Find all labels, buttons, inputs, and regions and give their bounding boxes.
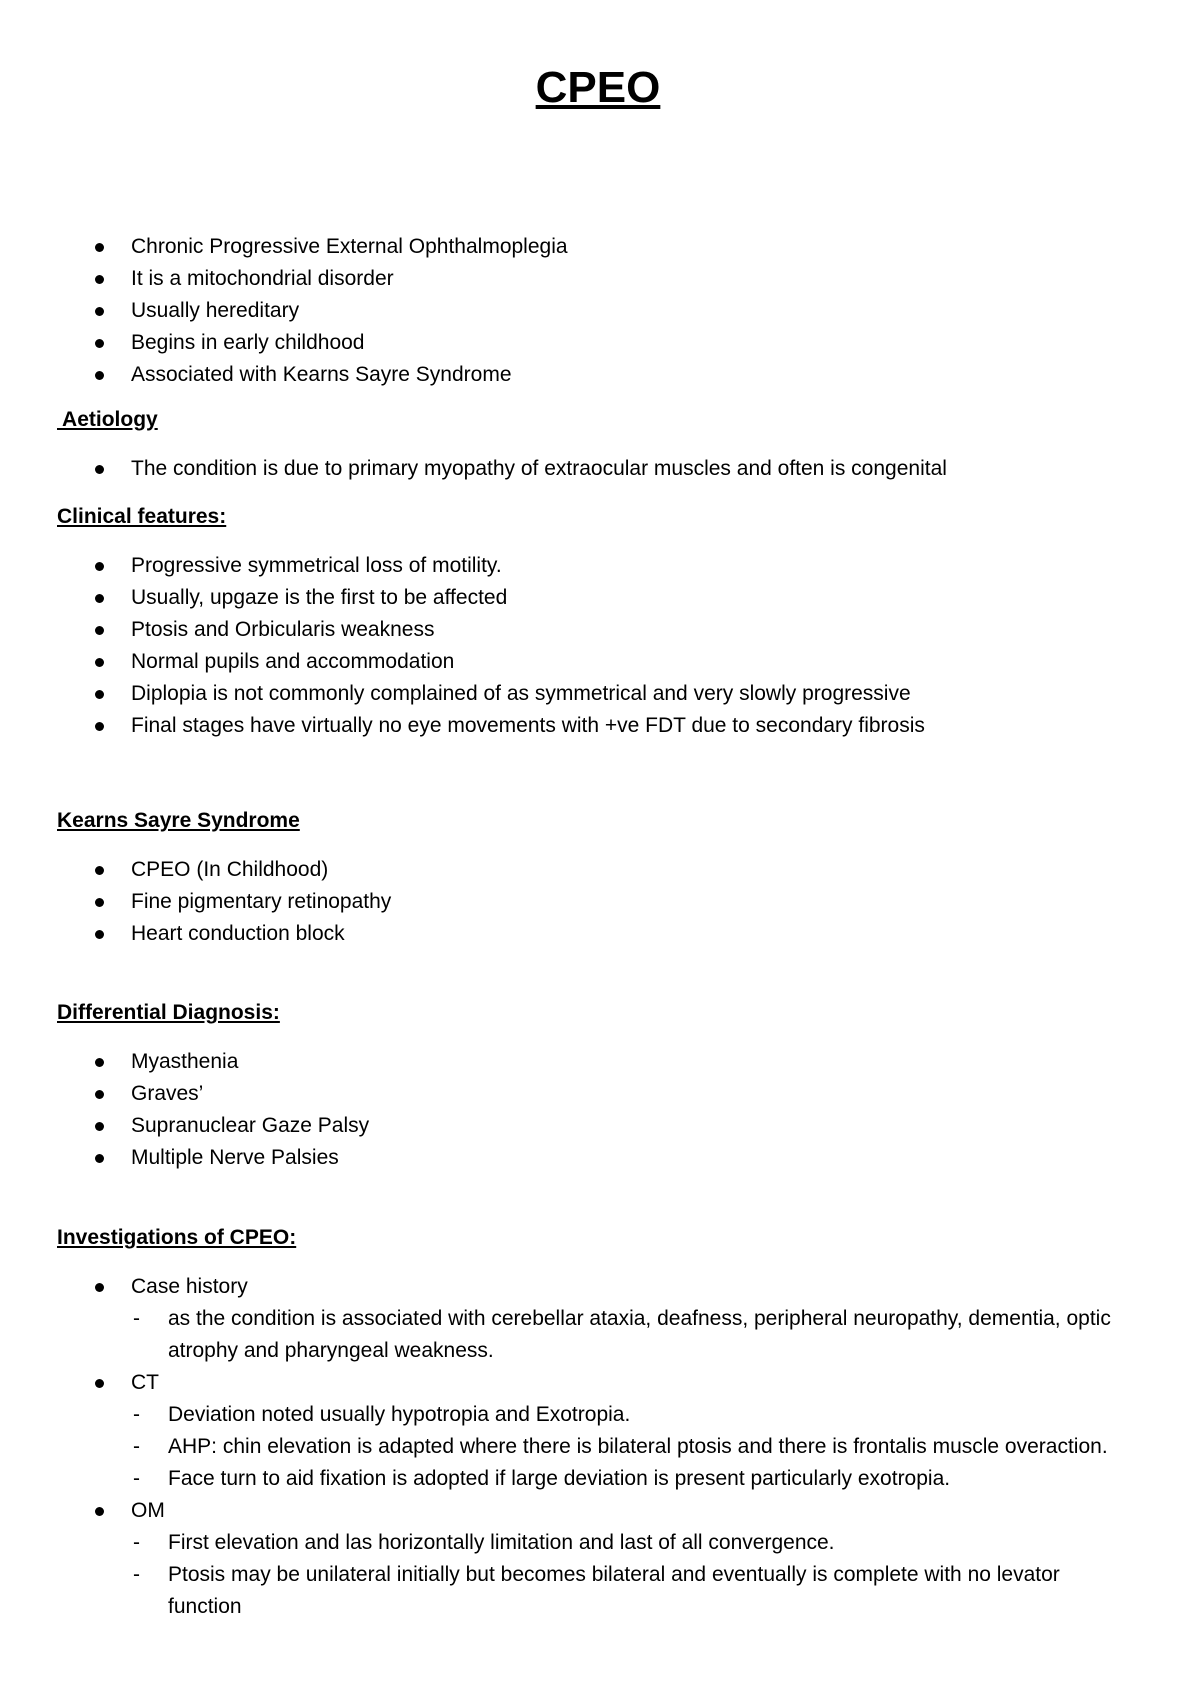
sub-list (131, 1527, 1128, 1623)
list-item: Associated with Kearns Sayre Syndrome (0, 359, 568, 391)
list-item: Progressive symmetrical loss of motility. (0, 550, 925, 582)
intro-list (0, 231, 568, 391)
list-item: Heart conduction block (0, 918, 391, 950)
list-item (0, 1271, 1128, 1367)
aetiology-list (0, 453, 947, 485)
page-title: CPEO (535, 63, 661, 112)
investigations-heading: Investigations of CPEO: (57, 1226, 297, 1249)
list-item: CPEO (In Childhood) (0, 854, 391, 886)
list-item: Chronic Progressive External Ophthalmoplegia (0, 231, 568, 263)
sub-list-item: - Face turn to aid fixation is adopted if large deviation is present particularly exotropia. (0, 1463, 1128, 1495)
sub-list (131, 1399, 1128, 1495)
list-item-label: OM (131, 1499, 165, 1522)
list-item (0, 1367, 1128, 1495)
list-item: The condition is due to primary myopathy of extraocular muscles and often is congenital (0, 453, 947, 485)
list-item (0, 1495, 1128, 1623)
sub-list-item: - First elevation and las horizontally limitation and last of all convergence. (0, 1527, 1128, 1559)
clinical-features-heading: Clinical features: (57, 505, 227, 528)
aetiology-heading: Aetiology (57, 408, 158, 431)
list-item: Myasthenia (0, 1046, 369, 1078)
sub-list-item: - as the condition is associated with cerebellar ataxia, deafness, peripheral neuropathy, dementia, optic atrophy and pharyngeal weakness. (0, 1303, 1128, 1367)
sub-list (131, 1303, 1128, 1367)
kearns-sayre-heading: Kearns Sayre Syndrome (57, 809, 300, 832)
sub-list-item: - Deviation noted usually hypotropia and Exotropia. (0, 1399, 1128, 1431)
list-item: Ptosis and Orbicularis weakness (0, 614, 925, 646)
clinical-features-list (0, 550, 925, 742)
investigations-list (0, 1271, 1128, 1623)
list-item: It is a mitochondrial disorder (0, 263, 568, 295)
sub-list-item: - Ptosis may be unilateral initially but becomes bilateral and eventually is complete with no levator function (0, 1559, 1128, 1623)
list-item-label: Case history (131, 1275, 248, 1298)
list-item: Graves’ (0, 1078, 369, 1110)
list-item: Supranuclear Gaze Palsy (0, 1110, 369, 1142)
kearns-sayre-list (0, 854, 391, 950)
list-item: Final stages have virtually no eye movements with +ve FDT due to secondary fibrosis (0, 710, 925, 742)
list-item: Diplopia is not commonly complained of as symmetrical and very slowly progressive (0, 678, 925, 710)
list-item: Normal pupils and accommodation (0, 646, 925, 678)
differential-diagnosis-heading: Differential Diagnosis: (57, 1001, 280, 1024)
list-item: Begins in early childhood (0, 327, 568, 359)
list-item: Fine pigmentary retinopathy (0, 886, 391, 918)
list-item-label: CT (131, 1371, 159, 1394)
list-item: Multiple Nerve Palsies (0, 1142, 369, 1174)
list-item: Usually, upgaze is the first to be affected (0, 582, 925, 614)
differential-diagnosis-list (0, 1046, 369, 1174)
sub-list-item: - AHP: chin elevation is adapted where there is bilateral ptosis and there is frontalis muscle overaction. (0, 1431, 1128, 1463)
list-item: Usually hereditary (0, 295, 568, 327)
